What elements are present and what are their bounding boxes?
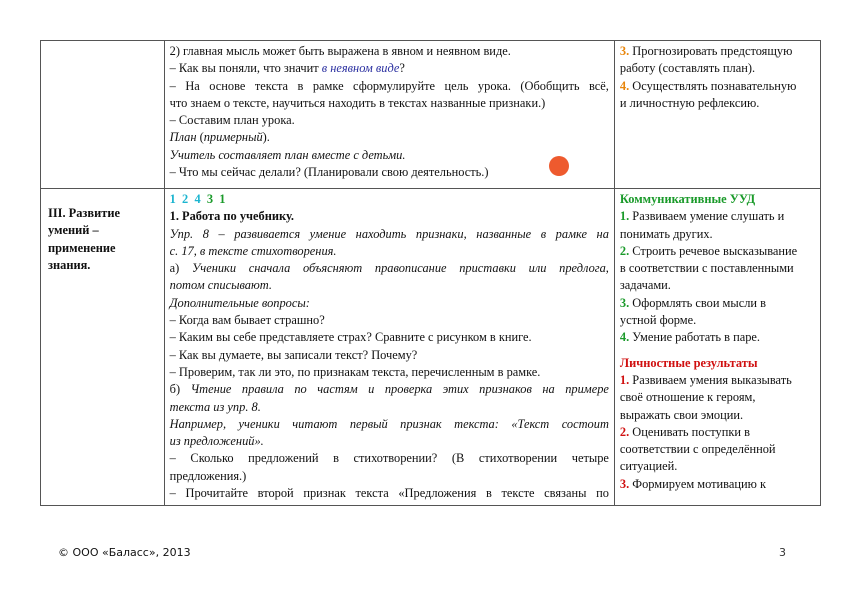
text-line: – Составим план урока. bbox=[169, 113, 295, 128]
item-text: Развиваем умение слушать и bbox=[629, 209, 785, 224]
digit: 3 bbox=[206, 192, 214, 206]
lesson-plan-table bbox=[40, 40, 821, 506]
digit: 4 bbox=[194, 192, 201, 206]
stage-title-line: знания. bbox=[48, 257, 91, 272]
text-line bbox=[170, 60, 609, 77]
question-line: – Сколько предложений в стихотворении? (В стихотворении четыре bbox=[169, 451, 609, 466]
item-text: Формируем мотивацию к bbox=[629, 476, 767, 491]
item-text: Оценивать поступки в bbox=[629, 424, 750, 439]
item-number: 4. bbox=[619, 78, 630, 93]
text-fragment: ). bbox=[262, 130, 270, 145]
text-fragment: ( bbox=[196, 130, 204, 145]
text-fragment: а) bbox=[169, 261, 192, 276]
item-text: Развиваем умения выказывать bbox=[629, 372, 792, 387]
list-item bbox=[620, 424, 815, 441]
text-fragment: Чтение правила по частям и проверка этих признаков на примере bbox=[190, 382, 609, 397]
text-fragment: Ученики сначала объясняют правописание приставки или предлога, bbox=[191, 261, 609, 276]
item-text: Прогнозировать предстоящую bbox=[629, 44, 793, 58]
item-number: 3. bbox=[619, 44, 630, 58]
digit: 2 bbox=[182, 192, 189, 206]
table-row bbox=[41, 189, 821, 506]
text-fragment: примерный bbox=[203, 130, 263, 145]
item-number: 2. bbox=[619, 243, 630, 258]
item-text: Осуществлять познавательную bbox=[629, 78, 797, 93]
text-line: из предложений». bbox=[169, 434, 264, 449]
text-fragment: План bbox=[169, 130, 197, 145]
text-fragment: – Как вы поняли, что значит bbox=[169, 61, 322, 76]
text-line: Дополнительные вопросы: bbox=[169, 295, 310, 310]
stage-cell bbox=[41, 189, 165, 506]
uud-cell bbox=[614, 189, 820, 506]
digit: 1 bbox=[169, 192, 176, 206]
item-text: Умение работать в паре. bbox=[629, 330, 760, 345]
question-line: предложения.) bbox=[169, 468, 247, 483]
text-line: понимать других. bbox=[619, 226, 713, 241]
text-line: соответствии с определённой bbox=[619, 442, 776, 457]
activity-cell bbox=[164, 189, 614, 506]
question-line: – Как вы думаете, вы записали текст? Почему? bbox=[169, 347, 418, 362]
list-item bbox=[620, 295, 815, 312]
list-item bbox=[620, 372, 815, 389]
list-item bbox=[620, 476, 815, 493]
text-line: выражать свои эмоции. bbox=[619, 407, 744, 422]
text-line: что знаем о тексте, научиться находить в текстах названные признаки.) bbox=[169, 95, 546, 110]
list-item bbox=[620, 329, 815, 346]
text-line: Упр. 8 – развивается умение находить признаки, названные в рамке на bbox=[169, 226, 609, 241]
text-line: ситуацией. bbox=[619, 459, 678, 474]
list-item bbox=[620, 208, 815, 225]
stage-title-line: применение bbox=[48, 240, 116, 255]
question-line: – Прочитайте второй признак текста «Предложения в тексте связаны по bbox=[169, 486, 609, 501]
copyright-footer: © ООО «Баласс», 2013 bbox=[58, 546, 191, 559]
item-number: 3. bbox=[619, 476, 630, 491]
text-fragment: ? bbox=[399, 61, 405, 76]
text-line: текста из упр. 8. bbox=[169, 399, 261, 414]
stage-title-line: III. Развитие bbox=[48, 206, 120, 220]
question-line: – Проверим, так ли это, по признакам текста, перечисленным в рамке. bbox=[169, 364, 541, 379]
section-heading: 1. Работа по учебнику. bbox=[169, 209, 294, 224]
highlighted-term: в неявном виде bbox=[321, 61, 400, 76]
digit: 1 bbox=[219, 192, 226, 206]
list-item bbox=[620, 243, 815, 260]
stage-cell bbox=[41, 41, 165, 189]
spacer bbox=[620, 347, 815, 355]
stage-title bbox=[46, 205, 159, 274]
text-line: и личностную рефлексию. bbox=[619, 95, 760, 110]
text-fragment: б) bbox=[169, 382, 191, 397]
list-item bbox=[620, 43, 815, 60]
text-line: Например, ученики читают первый признак текста: «Текст состоит bbox=[169, 416, 609, 431]
text-line: задачами. bbox=[619, 278, 671, 293]
uud-cell bbox=[614, 41, 820, 189]
text-line bbox=[170, 381, 609, 398]
task-digits bbox=[170, 191, 609, 208]
question-line: – Когда вам бывает страшно? bbox=[169, 313, 325, 328]
text-line: с. 17, в тексте стихотворения. bbox=[169, 243, 337, 258]
text-line bbox=[170, 260, 609, 277]
section-heading: Личностные результаты bbox=[619, 355, 758, 370]
item-number: 1. bbox=[619, 372, 630, 387]
section-heading: Коммуникативные УУД bbox=[619, 192, 756, 206]
item-text: Строить речевое высказывание bbox=[629, 243, 798, 258]
item-number: 1. bbox=[619, 209, 630, 224]
item-number: 3. bbox=[619, 295, 630, 310]
stage-title-line: умений – bbox=[48, 223, 99, 238]
question-line: – Каким вы себе представляете страх? Сравните с рисунком в книге. bbox=[169, 330, 532, 345]
text-line bbox=[170, 129, 609, 146]
page-number: 3 bbox=[779, 546, 786, 559]
text-line: – Что мы сейчас делали? (Планировали свою деятельность.) bbox=[169, 165, 489, 180]
list-item bbox=[620, 78, 815, 95]
text-line: потом списывают. bbox=[169, 278, 272, 293]
item-number: 4. bbox=[619, 330, 630, 345]
item-number: 2. bbox=[619, 424, 630, 439]
circle-marker-icon bbox=[549, 156, 569, 176]
text-line: Учитель составляет план вместе с детьми. bbox=[169, 147, 406, 162]
text-line: – На основе текста в рамке сформулируйте цель урока. (Обобщить всё, bbox=[169, 78, 609, 93]
text-line: в соответствии с поставленными bbox=[619, 261, 794, 276]
text-line: устной форме. bbox=[619, 313, 697, 328]
text-line: работу (составлять план). bbox=[619, 61, 756, 76]
item-text: Оформлять свои мысли в bbox=[629, 295, 766, 310]
activity-cell bbox=[164, 41, 614, 189]
table-row bbox=[41, 41, 821, 189]
text-line: своё отношение к героям, bbox=[619, 390, 756, 405]
text-line: 2) главная мысль может быть выражена в явном и неявном виде. bbox=[169, 44, 511, 58]
